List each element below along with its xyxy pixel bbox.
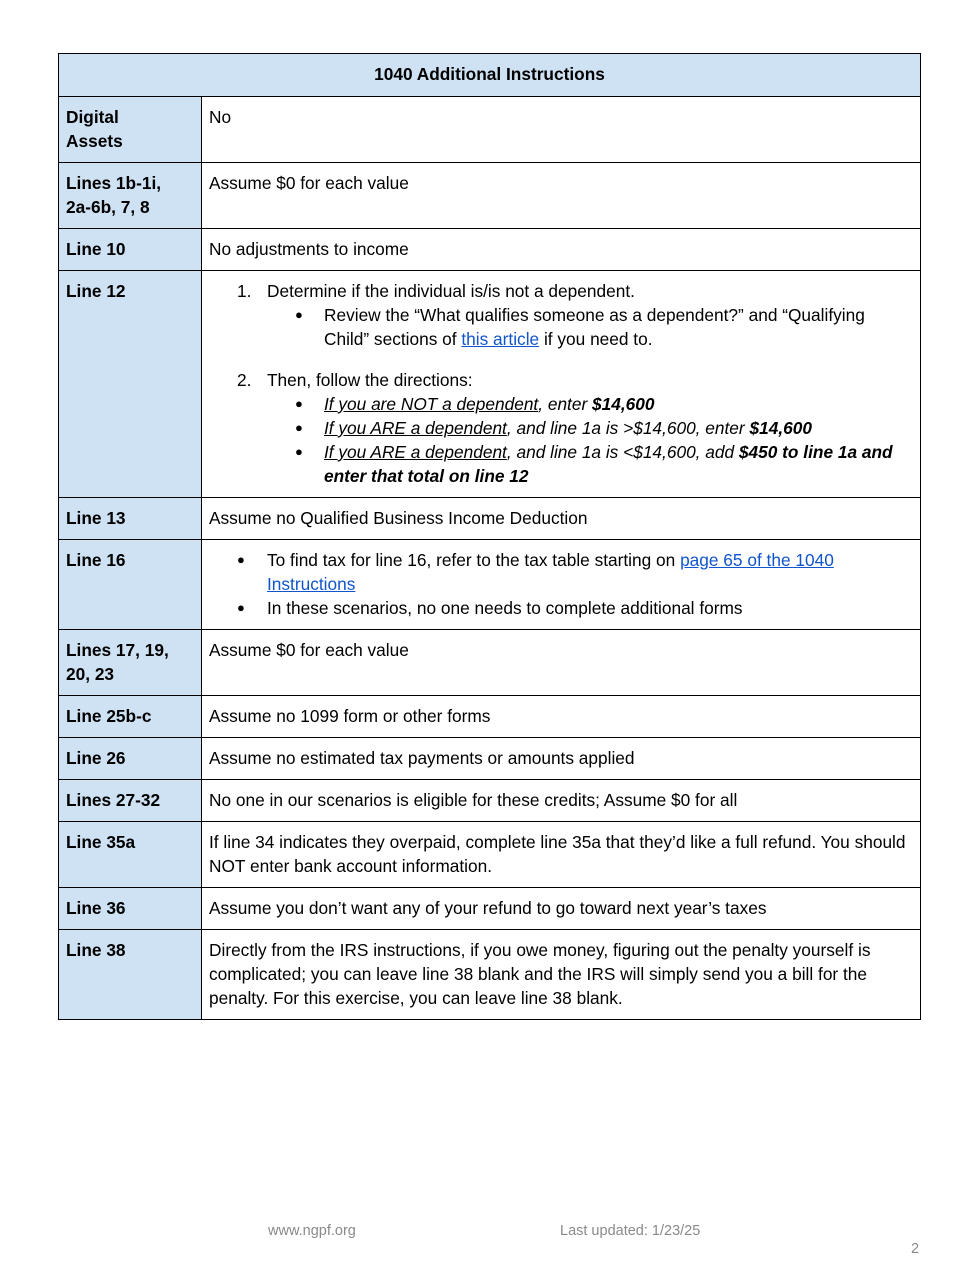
step-text: Determine if the individual is/is not a dependent. <box>267 281 635 301</box>
bullet-item: ● In these scenarios, no one needs to complete additional forms <box>237 598 743 618</box>
table-row <box>59 630 921 696</box>
row-value: No adjustments to income <box>202 229 921 271</box>
row-value: Assume no 1099 form or other forms <box>202 696 921 738</box>
row-label: Lines 27-32 <box>59 780 202 822</box>
row-label: Line 13 <box>59 498 202 540</box>
table-row <box>59 696 921 738</box>
table-row <box>59 738 921 780</box>
step-sublist <box>267 392 913 488</box>
row-value <box>202 540 921 630</box>
sub-bullet: ● If you ARE a dependent, and line 1a is <$14,600, add $450 to line 1a and enter that total on line 12 <box>295 442 893 486</box>
table-row <box>59 498 921 540</box>
table-row <box>59 930 921 1020</box>
table-title: 1040 Additional Instructions <box>59 54 921 97</box>
table-row <box>59 780 921 822</box>
row-label: Lines 1b-1i, 2a-6b, 7, 8 <box>59 163 202 229</box>
bullet-icon: ● <box>237 552 245 567</box>
steps-list <box>209 279 913 488</box>
row-label: Line 26 <box>59 738 202 780</box>
step-item <box>209 368 913 488</box>
row-value: No one in our scenarios is eligible for these credits; Assume $0 for all <box>202 780 921 822</box>
row-label: Lines 17, 19, 20, 23 <box>59 630 202 696</box>
bullet-item: ● To find tax for line 16, refer to the tax table starting on page 65 of the 1040 Instructions <box>237 550 834 594</box>
row-label: Line 12 <box>59 271 202 498</box>
step-number: 2. <box>237 370 252 390</box>
row-label: Line 35a <box>59 822 202 888</box>
footer-last-updated: Last updated: 1/23/25 <box>560 1223 701 1239</box>
row-label: Digital Assets <box>59 97 202 163</box>
page-65-instructions-link[interactable]: page 65 of the 1040 Instructions <box>267 550 834 594</box>
table-row <box>59 229 921 271</box>
row-label: Line 36 <box>59 888 202 930</box>
footer-website: www.ngpf.org <box>268 1223 356 1239</box>
row-value: If line 34 indicates they overpaid, complete line 35a that they’d like a full refund. You should NOT enter bank account information. <box>202 822 921 888</box>
row-value: No <box>202 97 921 163</box>
table-row <box>59 888 921 930</box>
sub-bullet: ● If you ARE a dependent, and line 1a is >$14,600, enter $14,600 <box>295 418 812 438</box>
table-row <box>59 163 921 229</box>
bullet-list <box>209 548 913 620</box>
bullet-icon: ● <box>295 420 303 435</box>
step-sublist <box>267 303 913 351</box>
row-value <box>202 271 921 498</box>
row-value: Directly from the IRS instructions, if you owe money, figuring out the penalty yourself is complicated; you can leave line 38 blank and the IRS will simply send you a bill for the penalty. For this exercise, you can leave line 38 blank. <box>202 930 921 1020</box>
bullet-icon: ● <box>295 307 303 322</box>
bullet-icon: ● <box>295 444 303 459</box>
bullet-icon: ● <box>237 600 245 615</box>
table-row <box>59 822 921 888</box>
step-text: Then, follow the directions: <box>267 370 473 390</box>
step-item <box>209 279 913 351</box>
sub-bullet: ● Review the “What qualifies someone as a dependent?” and “Qualifying Child” sections of this article if you need to. <box>295 305 865 349</box>
table-row-line-12 <box>59 271 921 498</box>
this-article-link[interactable]: this article <box>461 329 540 349</box>
table-row <box>59 97 921 163</box>
table-row-line-16 <box>59 540 921 630</box>
row-value: Assume no estimated tax payments or amounts applied <box>202 738 921 780</box>
row-label: Line 10 <box>59 229 202 271</box>
step-number: 1. <box>237 281 252 301</box>
row-label: Line 25b-c <box>59 696 202 738</box>
bullet-icon: ● <box>295 396 303 411</box>
row-label: Line 38 <box>59 930 202 1020</box>
sub-bullet: ● If you are NOT a dependent, enter $14,600 <box>295 394 655 414</box>
page-number: 2 <box>911 1241 920 1257</box>
instructions-table <box>58 53 921 1020</box>
row-value: Assume you don’t want any of your refund to go toward next year’s taxes <box>202 888 921 930</box>
row-value: Assume $0 for each value <box>202 163 921 229</box>
row-value: Assume no Qualified Business Income Deduction <box>202 498 921 540</box>
row-label: Line 16 <box>59 540 202 630</box>
row-value: Assume $0 for each value <box>202 630 921 696</box>
table-header-row <box>59 54 921 97</box>
